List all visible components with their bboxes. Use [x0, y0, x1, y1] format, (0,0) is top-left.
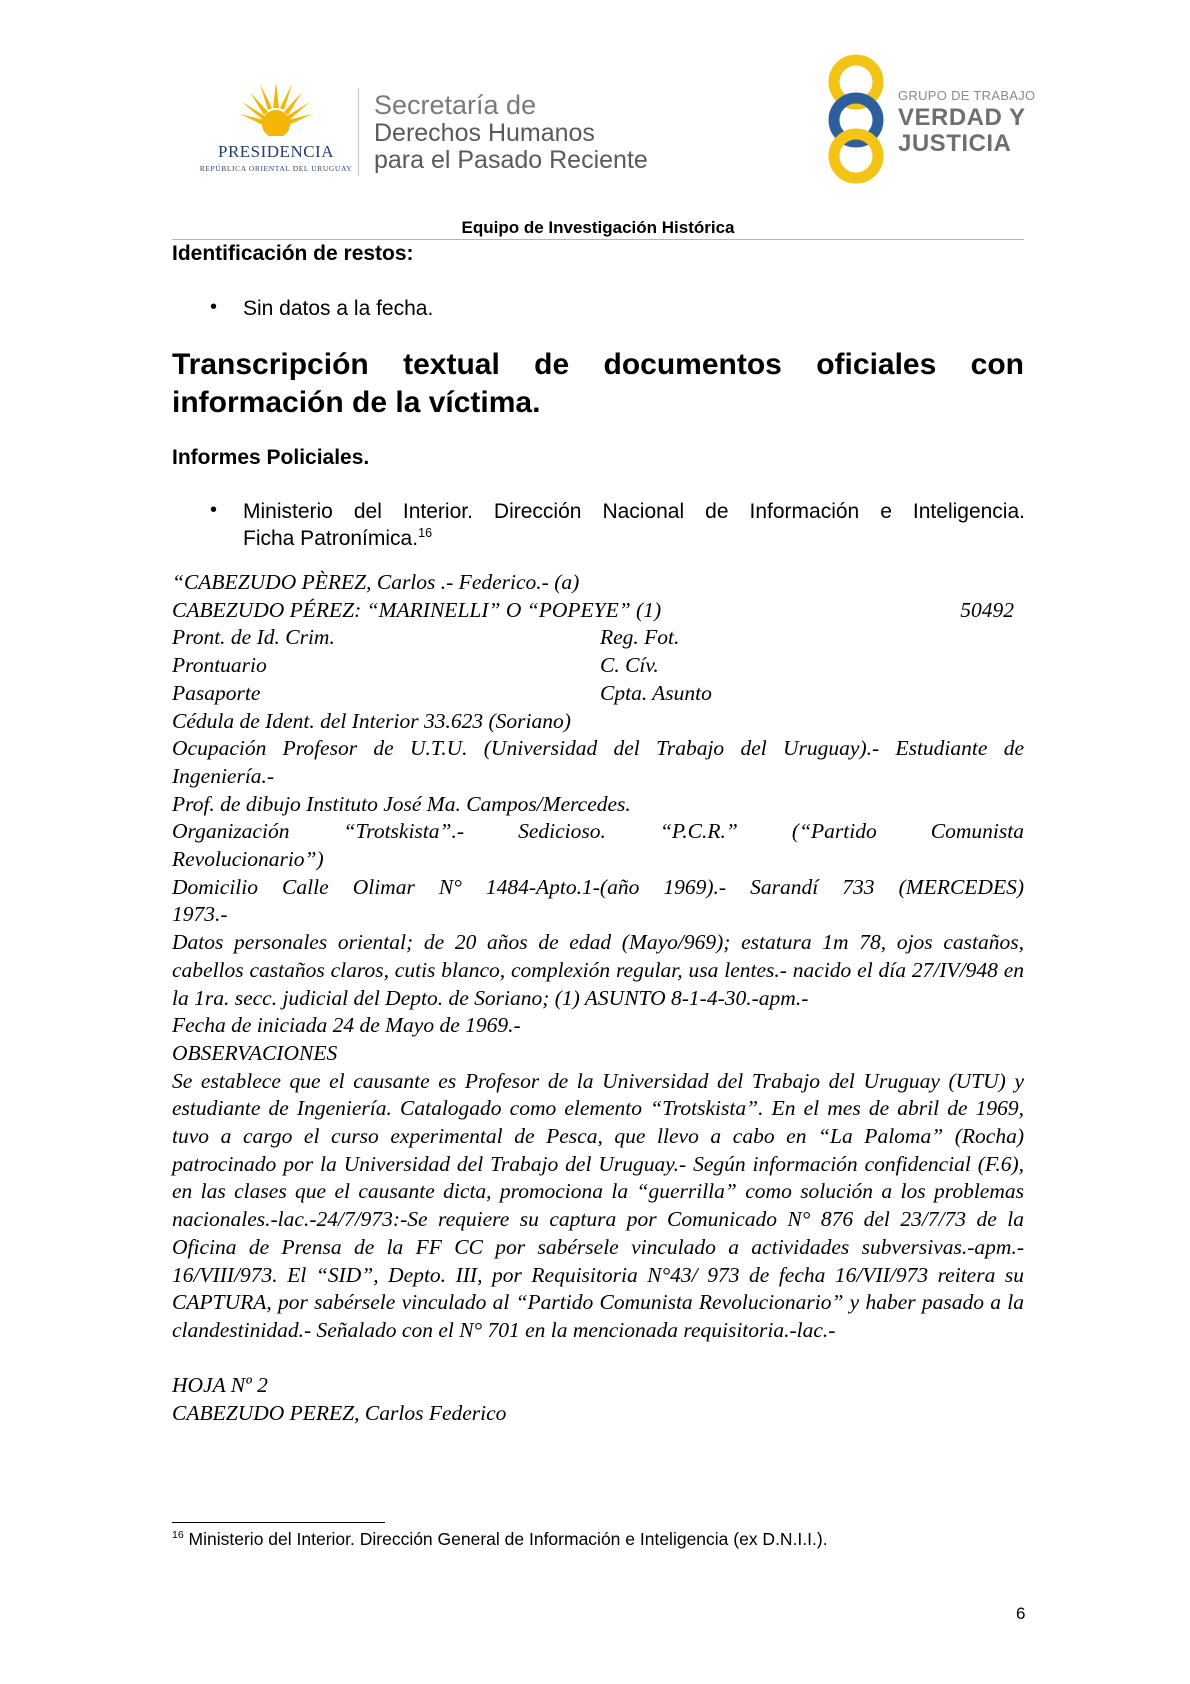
secretaria-line1: Secretaría de [374, 90, 537, 120]
doc-line: Revolucionario”) [172, 847, 324, 872]
main-heading [172, 346, 1024, 422]
doc-line: 1973.- [172, 902, 228, 927]
grupo-title-line1: VERDAD Y [898, 104, 1026, 131]
doc-line: Fecha de iniciada 24 de Mayo de 1969.- [172, 1013, 521, 1038]
verdad-justicia-logo [818, 54, 1036, 184]
footnote [172, 1529, 1032, 1550]
doc-observaciones: Se establece que el causante es Profesor de la Universidad del Trabajo del Uruguay (UTU) y estudiante de Ingeniería. Catalogado como elemento “Trotskista”. En el mes de abril de 1969, tuvo a cargo el curso experimental de Pesca, que llevo a cabo en “La Paloma” (Rocha) patrocinado por la Universidad del Trabajo del Uruguay.- Según información confidencial (F.6), en las clases que el causante dicta, promociona la “guerrilla” como solución a los problemas nacionales.-lac.-24/7/973:-Se requiere su captura por Comunicado N° 876 del 23/7/73 de la Oficina de Prensa de la FF CC por sabérsele vinculado a actividades subversivas.-apm.- 16/VIII/973. El “SID”, Depto. III, por Requisitoria N°43/ 973 de fecha 16/VII/973 reitera su CAPTURA, por sabérsele vinculado al “Partido Comunista Revolucionario” y haber pasado a la clandestinidad.- Señalado con el N° 701 en la mencionada requisitoria.-lac.- [172, 1068, 1024, 1342]
doc-col-right: Reg. Fot. [600, 625, 680, 650]
doc-line: Domicilio Calle Olimar N° 1484-Apto.1-(año 1969).- Sarandí 733 (MERCEDES) [172, 874, 1024, 899]
main-heading-line1: Transcripción textual de documentos oficiales con [172, 348, 1024, 381]
secretaria-logo-text [374, 90, 648, 174]
doc-spacer [172, 1345, 1024, 1373]
secretaria-line2: Derechos Humanos [374, 119, 595, 147]
informes-bullet-text: Ficha Patronímica. [243, 527, 419, 550]
doc-line: Organización “Trotskista”.- Sedicioso. “P.C.R.” (“Partido Comunista [172, 819, 1024, 844]
doc-line: Prof. de dibujo Instituto José Ma. Campos/Mercedes. [172, 791, 631, 816]
footnote-number: 16 [172, 1529, 184, 1542]
doc-col-right: Cpta. Asunto [600, 680, 712, 705]
footnote-ref: 16 [418, 526, 433, 540]
sun-icon [238, 80, 314, 150]
presidencia-name: PRESIDENCIA [217, 142, 334, 161]
informes-heading: Informes Policiales. [172, 446, 370, 469]
doc-observaciones-title: OBSERVACIONES [172, 1040, 338, 1065]
running-header: Equipo de Investigación Histórica [461, 218, 735, 237]
doc-col-left: Prontuario [172, 653, 267, 678]
doc-two-col-line [172, 680, 1024, 708]
identificacion-bullet: Sin datos a la fecha. [243, 297, 434, 320]
logo-divider [358, 88, 359, 176]
doc-two-col-line [172, 652, 1024, 680]
header-rule [172, 239, 1024, 240]
transcribed-document [172, 569, 1024, 1428]
doc-line: “CABEZUDO PÈREZ, Carlos .- Federico.- (a) [172, 570, 580, 594]
page-number: 6 [1016, 1604, 1026, 1623]
bullet-icon: • [210, 499, 218, 521]
rings-icon [818, 54, 894, 184]
doc-line: Ocupación Profesor de U.T.U. (Universidad del Trabajo del Uruguay).- Estudiante de [172, 736, 1024, 761]
presidencia-subtitle: REPÚBLICA ORIENTAL DEL URUGUAY [199, 164, 353, 173]
footnote-rule [172, 1522, 385, 1523]
doc-hoja: HOJA Nº 2 [172, 1373, 268, 1398]
informes-bullet [243, 498, 1025, 552]
doc-hoja-name: CABEZUDO PEREZ, Carlos Federico [172, 1401, 507, 1426]
doc-col-left: Pront. de Id. Crim. [172, 625, 335, 650]
grupo-title-line2: JUSTICIA [898, 130, 1012, 157]
informes-bullet-line2 [243, 525, 1025, 552]
grupo-small-title: GRUPO DE TRABAJO [898, 88, 1036, 103]
doc-line-text: CABEZUDO PÉREZ: “MARINELLI” O “POPEYE” (1) [172, 597, 662, 622]
identificacion-heading: Identificación de restos: [172, 242, 414, 265]
doc-line: Cédula de Ident. del Interior 33.623 (Soriano) [172, 708, 571, 733]
doc-datos-personales: Datos personales oriental; de 20 años de edad (Mayo/969); estatura 1m 78, ojos castaños, cabellos castaños claros, cutis blanco, complexión regular, usa lentes.- nacido el día 27/IV/948 en la 1ra. secc. judicial del Depto. de Soriano; (1) ASUNTO 8-1-4-30.-apm.- [172, 930, 1024, 1010]
doc-two-col-line [172, 624, 1024, 652]
doc-col-left: Pasaporte [172, 680, 261, 705]
secretaria-line3: para el Pasado Reciente [374, 146, 648, 174]
doc-col-right: C. Cív. [600, 653, 659, 678]
informes-bullet-line1: Ministerio del Interior. Dirección Nacional de Información e Inteligencia. [243, 500, 1025, 523]
footnote-text: Ministerio del Interior. Dirección General de Información e Inteligencia (ex D.N.I.I.). [183, 1529, 828, 1549]
main-heading-line2: información de la víctima. [172, 386, 541, 419]
file-number: 50492 [960, 597, 1014, 622]
doc-line: Ingeniería.- [172, 763, 275, 788]
bullet-icon: • [210, 296, 218, 318]
presidencia-logo [196, 80, 356, 180]
doc-line-with-number [172, 597, 1024, 625]
